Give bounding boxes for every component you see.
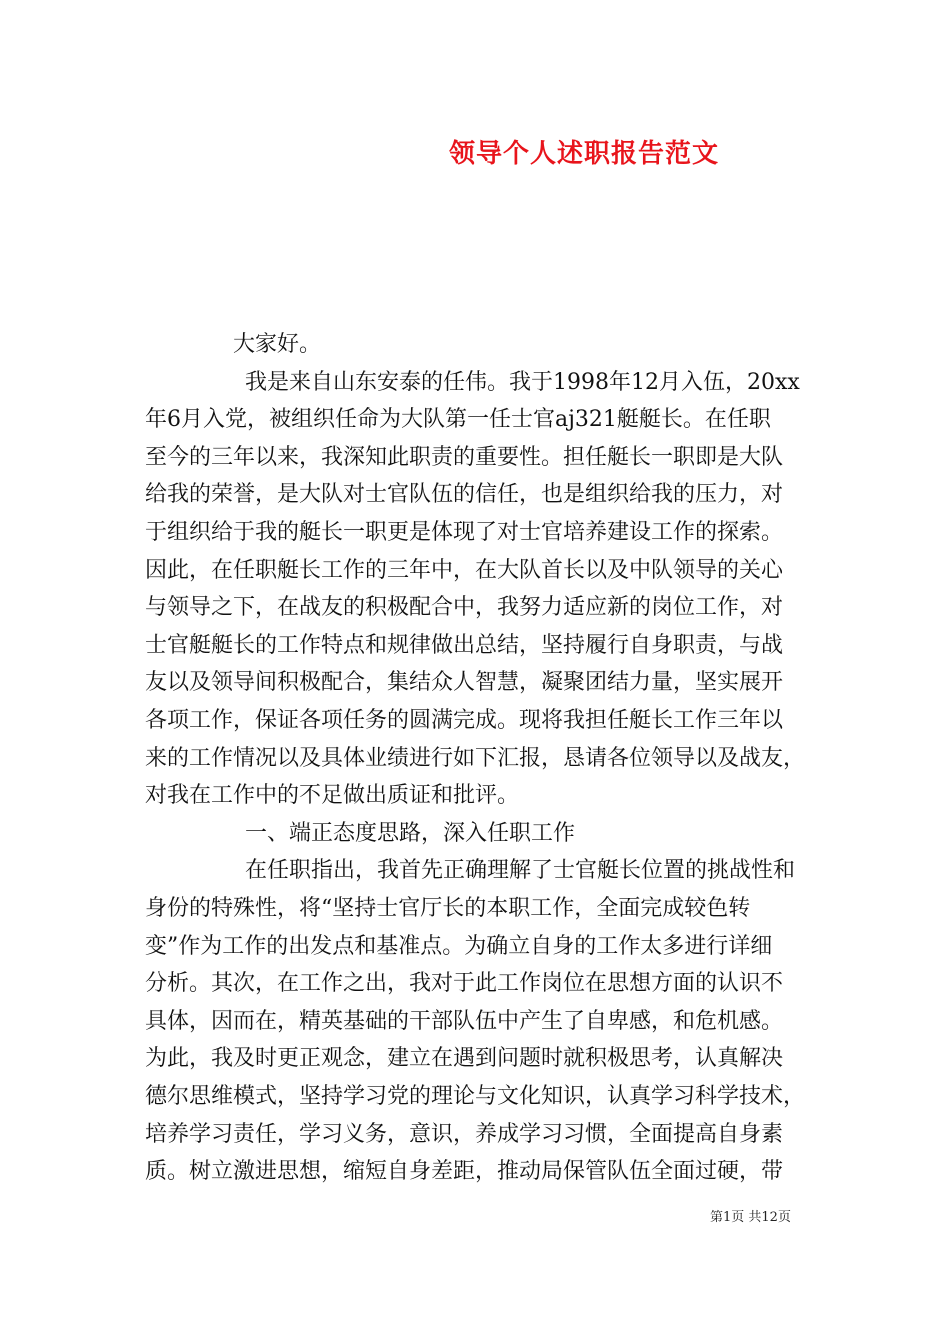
body-line: 士官艇艇长的工作特点和规律做出总结，坚持履行自身职责，与战 bbox=[145, 632, 784, 658]
body-line: 身份的特殊性，将“坚持士官厅长的本职工作，全面完成较色转 bbox=[145, 896, 751, 921]
body-line: 我是来自山东安泰的任伟。我于1998年12月入伍，20xx bbox=[245, 369, 800, 395]
page-number: 第1页 共12页 bbox=[710, 1210, 791, 1225]
body-line: 培养学习责任，学习义务，意识，养成学习习惯，全面提高自身素 bbox=[145, 1121, 784, 1147]
body-line: 对我在工作中的不足做出质证和批评。 bbox=[145, 783, 520, 809]
body-line: 于组织给于我的艇长一职更是体现了对士官培养建设工作的探索。 bbox=[145, 520, 784, 545]
body-line: 分析。其次，在工作之出，我对于此工作岗位在思想方面的认识不 bbox=[145, 971, 784, 997]
body-line: 至今的三年以来，我深知此职责的重要性。担任艇长一职即是大队 bbox=[145, 444, 784, 470]
body-line: 为此，我及时更正观念，建立在遇到问题时就积极思考，认真解决 bbox=[145, 1046, 784, 1072]
section-heading: 一、端正态度思路，深入任职工作 bbox=[245, 820, 576, 846]
body-line: 德尔思维模式，坚持学习党的理论与文化知识，认真学习科学技术， bbox=[145, 1084, 806, 1109]
body-line: 与领导之下，在战友的积极配合中，我努力适应新的岗位工作，对 bbox=[145, 595, 784, 621]
body-line: 具体，因而在，精英基础的干部队伍中产生了自卑感，和危机感。 bbox=[145, 1008, 784, 1034]
body-line: 友以及领导间积极配合，集结众人智慧，凝聚团结力量，坚实展开 bbox=[145, 670, 784, 696]
body-line: 各项工作，保证各项任务的圆满完成。现将我担任艇长工作三年以 bbox=[145, 708, 784, 733]
body-line: 来的工作情况以及具体业绩进行如下汇报，恳请各位领导以及战友， bbox=[145, 745, 806, 771]
document-title: 领导个人述职报告范文 bbox=[449, 139, 720, 169]
body-line: 因此，在任职艇长工作的三年中，在大队首长以及中队领导的关心 bbox=[145, 557, 784, 583]
body-line: 给我的荣誉，是大队对士官队伍的信任，也是组织给我的压力，对 bbox=[145, 482, 784, 508]
body-line: 质。树立激进思想，缩短自身差距，推动局保管队伍全面过硬，带 bbox=[145, 1159, 784, 1185]
body-line: 变”作为工作的出发点和基准点。为确立自身的工作太多进行详细 bbox=[145, 933, 773, 959]
body-line: 在任职指出，我首先正确理解了士官艇长位置的挑战性和 bbox=[245, 858, 796, 884]
body-line: 大家好。 bbox=[233, 332, 322, 357]
body-line: 年6月入党，被组织任命为大队第一任士官aj321艇艇长。在任职 bbox=[145, 407, 771, 433]
